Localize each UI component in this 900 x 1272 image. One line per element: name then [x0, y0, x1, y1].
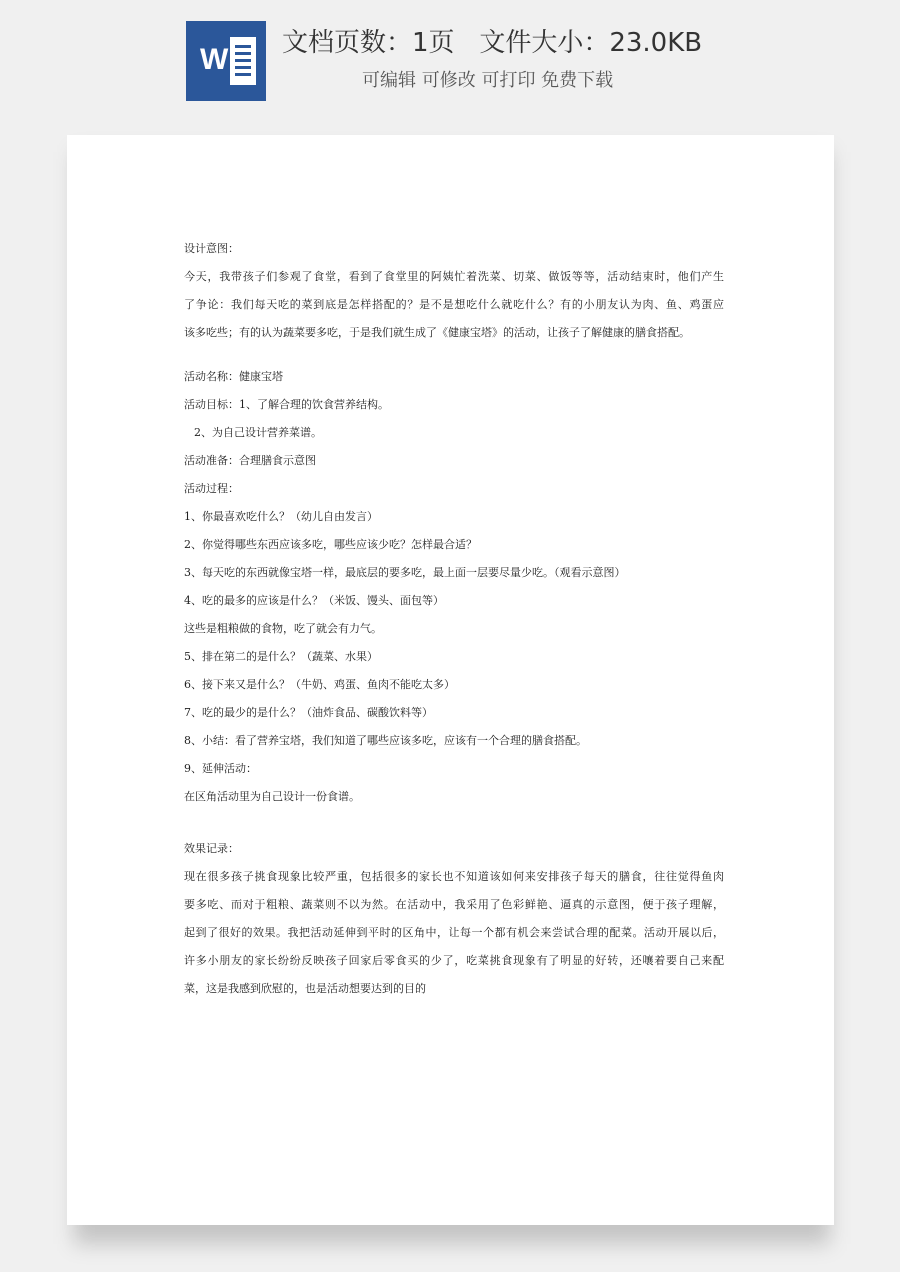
design-heading: 设计意图：: [184, 242, 239, 255]
process-item: 9、延伸活动：: [184, 762, 257, 775]
word-icon: W: [186, 21, 266, 101]
effect-line: 许多小朋友的家长纷纷反映孩子回家后零食买的少了，吃菜挑食现象有了明显的好转，还嚷着要自己来配: [184, 954, 724, 967]
process-item: 4、吃的最多的应该是什么？（米饭、馒头、面包等）: [184, 594, 444, 607]
activity-goal-1: 活动目标：1、了解合理的饮食营养结构。: [184, 398, 389, 411]
process-item: 5、排在第二的是什么？（蔬菜、水果）: [184, 650, 378, 663]
process-item: 8、小结：看了营养宝塔，我们知道了哪些应该多吃，应该有一个合理的膳食搭配。: [184, 734, 587, 747]
activity-process: 活动过程：: [184, 482, 239, 495]
process-item: 在区角活动里为自己设计一份食谱。: [184, 790, 360, 803]
activity-goal-2: 2、为自己设计营养菜谱。: [194, 426, 322, 439]
effect-line: 菜，这是我感到欣慰的，也是活动想要达到的目的: [184, 982, 426, 995]
activity-name: 活动名称：健康宝塔: [184, 370, 283, 383]
header-title: 文档页数：1页 文件大小：23.0KB: [282, 28, 703, 58]
design-line: 今天，我带孩子们参观了食堂，看到了食堂里的阿姨忙着洗菜、切菜、做饭等等，活动结束时，他们产生: [184, 270, 724, 283]
effect-heading: 效果记录：: [184, 842, 239, 855]
process-item: 2、你觉得哪些东西应该多吃，哪些应该少吃？怎样最合适？: [184, 538, 477, 551]
header-subtitle: 可编辑 可修改 可打印 免费下载: [362, 70, 614, 91]
activity-prep: 活动准备：合理膳食示意图: [184, 454, 316, 467]
effect-line: 要多吃、而对于粗粮、蔬菜则不以为然。在活动中，我采用了色彩鲜艳、逼真的示意图，便于孩子理解，: [184, 898, 724, 911]
process-item: 7、吃的最少的是什么？（油炸食品、碳酸饮料等）: [184, 706, 433, 719]
process-item: 1、你最喜欢吃什么？（幼儿自由发言）: [184, 510, 378, 523]
document-page: [67, 135, 834, 1225]
process-item: 6、接下来又是什么？（牛奶、鸡蛋、鱼肉不能吃太多）: [184, 678, 455, 691]
effect-line: 现在很多孩子挑食现象比较严重，包括很多的家长也不知道该如何来安排孩子每天的膳食，往往觉得鱼肉: [184, 870, 724, 883]
document-header: [0, 0, 900, 125]
process-item: 3、每天吃的东西就像宝塔一样，最底层的要多吃，最上面一层要尽量少吃。（观看示意图）: [184, 566, 626, 579]
process-item: 这些是粗粮做的食物，吃了就会有力气。: [184, 622, 382, 635]
design-line: 了争论：我们每天吃的菜到底是怎样搭配的？是不是想吃什么就吃什么？有的小朋友认为肉、鱼、鸡蛋应: [184, 298, 724, 311]
document-content: [184, 235, 724, 1003]
effect-line: 起到了很好的效果。我把活动延伸到平时的区角中，让每一个都有机会来尝试合理的配菜。活动开展以后，: [184, 926, 724, 939]
design-line: 该多吃些；有的认为蔬菜要多吃，于是我们就生成了《健康宝塔》的活动，让孩子了解健康的膳食搭配。: [184, 326, 690, 339]
